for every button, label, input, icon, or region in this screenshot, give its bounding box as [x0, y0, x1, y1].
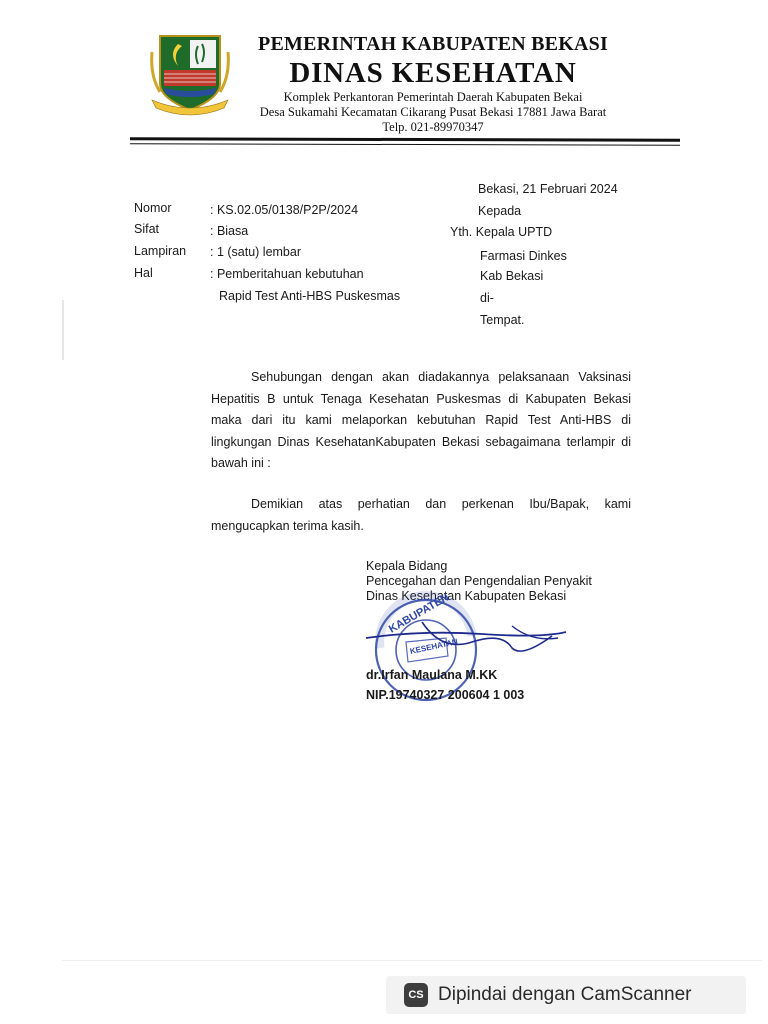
recipient-di: di-	[480, 291, 494, 305]
hal-value: : Pemberitahuan kebutuhan	[210, 267, 364, 281]
sifat-value: : Biasa	[210, 224, 249, 238]
letterhead-rule-thin	[130, 143, 680, 145]
camscanner-icon: CS	[404, 983, 428, 1007]
signer-name: dr.Irfan Maulana M.KK	[366, 668, 498, 682]
letterhead-agency: DINAS KESEHATAN	[289, 57, 577, 89]
hal-value-continued: Rapid Test Anti-HBS Puskesmas	[219, 289, 401, 303]
body-paragraph-2: Demikian atas perhatian dan perkenan Ibu/Bapak, kami mengucapkan terima kasih.	[211, 497, 631, 533]
signer-nip: NIP.19740327 200604 1 003	[366, 688, 525, 702]
recipient-yth: Yth. Kepala UPTD	[450, 225, 553, 239]
letterhead-government: PEMERINTAH KABUPATEN BEKASI	[258, 33, 608, 55]
nomor-label: Nomor	[134, 201, 172, 215]
recipient-tempat: Tempat.	[480, 313, 525, 327]
letterhead-phone: Telp. 021-89970347	[382, 120, 484, 134]
signature-title-1: Kepala Bidang	[366, 559, 448, 573]
hal-label: Hal	[134, 266, 153, 280]
letterhead	[238, 32, 628, 135]
page-edge-bottom	[62, 960, 762, 961]
lampiran-value: : 1 (satu) lembar	[210, 245, 302, 259]
letterhead-address-2: Desa Sukamahi Kecamatan Cikarang Pusat Bekasi 17881 Jawa Barat	[259, 105, 607, 119]
recipient-kepada: Kepada	[478, 204, 522, 218]
bekasi-crest-icon	[150, 32, 230, 116]
page-edge	[62, 300, 64, 360]
letterhead-rule-thick	[130, 137, 680, 141]
svg-text:KABUPATEN: KABUPATEN	[386, 591, 452, 636]
handwritten-signature-icon	[362, 612, 572, 672]
camscanner-badge	[386, 976, 746, 1014]
camscanner-label: Dipindai dengan CamScanner	[438, 984, 692, 1005]
recipient-line3: Kab Bekasi	[480, 269, 544, 283]
recipient-line2: Farmasi Dinkes	[480, 249, 567, 263]
nomor-value: : KS.02.05/0138/P2P/2024	[210, 203, 359, 217]
svg-text:KESEHATAN: KESEHATAN	[409, 637, 459, 656]
body-paragraph-1: Sehubungan dengan akan diadakannya pelaksanaan Vaksinasi Hepatitis B untuk Tenaga Kesehatan Puskesmas di Kabupaten Bekasi maka dari itu kami melaporkan kebutuhan Rapid Test Anti-HBS di lingkungan Dinas KesehatanKabupaten Bekasi sebagaimana terlampir di bawah ini :	[211, 370, 631, 470]
lampiran-label: Lampiran	[134, 244, 187, 258]
letter-date: Bekasi, 21 Februari 2024	[478, 182, 618, 196]
letterhead-address-1: Komplek Perkantoran Pemerintah Daerah Kabupaten Bekai	[283, 90, 583, 104]
signature-title-3: Dinas Kesehatan Kabupaten Bekasi	[366, 589, 567, 603]
signature-title-2: Pencegahan dan Pengendalian Penyakit	[366, 574, 592, 588]
sifat-label: Sifat	[134, 222, 160, 236]
